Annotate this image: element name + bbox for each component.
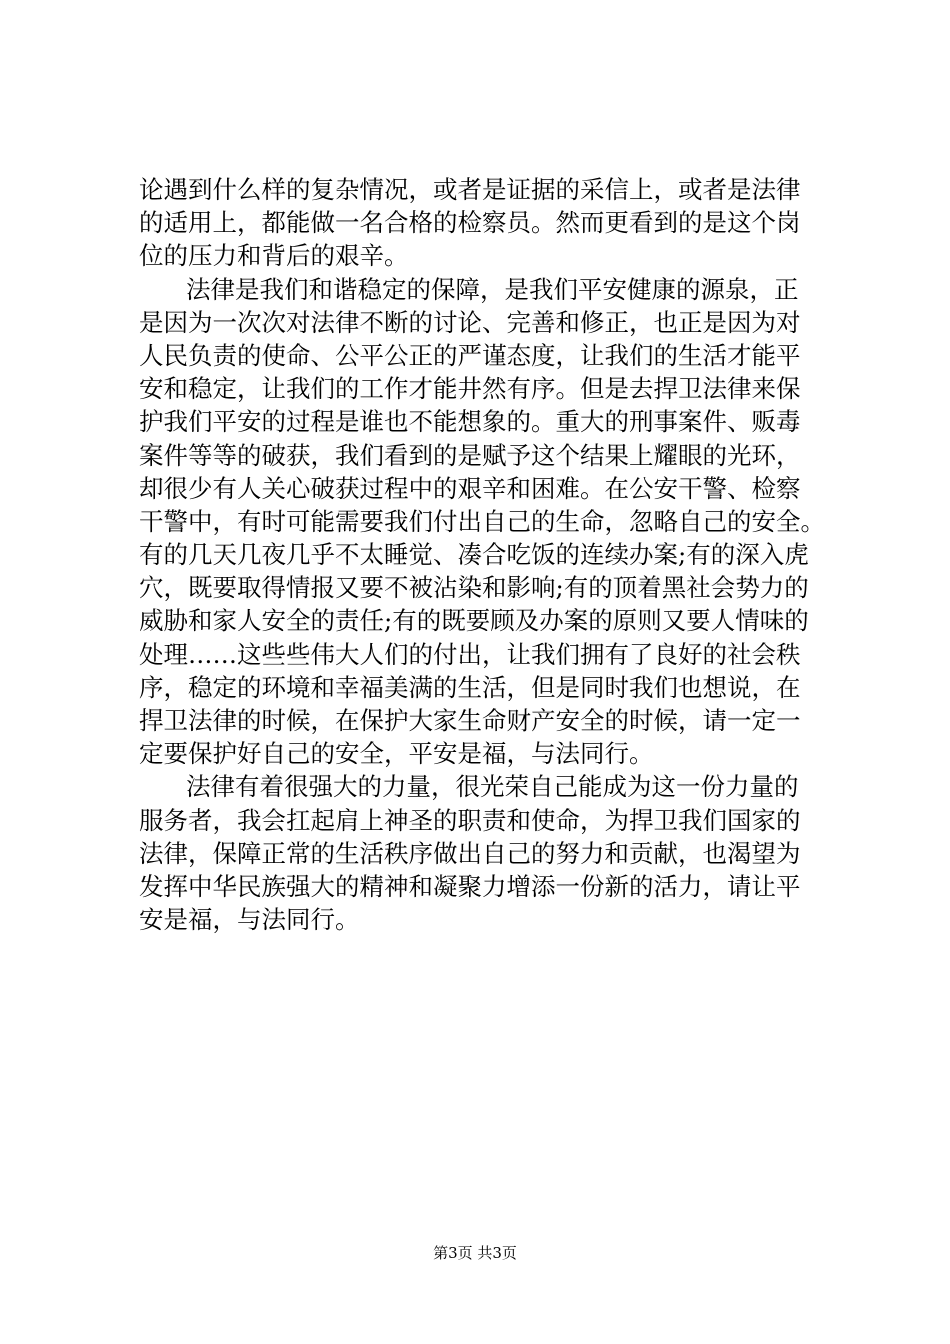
text-line: 位的压力和背后的艰辛。 <box>139 241 409 271</box>
page-number: 第3页 共3页 <box>433 1244 517 1262</box>
text-line: 人民负责的使命、公平公正的严谨态度，让我们的生活才能平 <box>139 340 801 370</box>
text-line: 却很少有人关心破获过程中的艰辛和困难。在公安干警、检察 <box>139 473 801 503</box>
text-line: 威胁和家人安全的责任;有的既要顾及办案的原则又要人情味的 <box>139 606 809 636</box>
text-line: 有的几天几夜几乎不太睡觉、凑合吃饭的连续办案;有的深入虎 <box>139 540 809 570</box>
text-line: 安是福，与法同行。 <box>139 905 360 935</box>
paragraph-3 <box>139 770 839 936</box>
text-line: 论遇到什么样的复杂情况，或者是证据的采信上，或者是法律 <box>139 175 801 204</box>
text-line: 法律，保障正常的生活秩序做出自己的努力和贡献，也渴望为 <box>139 838 801 868</box>
text-line: 定要保护好自己的安全，平安是福，与法同行。 <box>139 739 654 769</box>
text-line: 发挥中华民族强大的精神和凝聚力增添一份新的活力，请让平 <box>139 871 801 901</box>
text-line: 是因为一次次对法律不断的讨论、完善和修正，也正是因为对 <box>139 307 801 337</box>
page-footer <box>0 1243 950 1263</box>
paragraph-1 <box>139 173 839 273</box>
paragraph-2 <box>139 273 839 771</box>
text-line: 捍卫法律的时候，在保护大家生命财产安全的时候，请一定一 <box>139 706 801 735</box>
text-line: 护我们平安的过程是谁也不能想象的。重大的刑事案件、贩毒 <box>139 407 801 437</box>
text-line: 服务者，我会扛起肩上神圣的职责和使命，为捍卫我们国家的 <box>139 805 801 835</box>
document-body <box>139 173 839 936</box>
text-line: 序，稳定的环境和幸福美满的生活，但是同时我们也想说，在 <box>139 672 801 702</box>
text-line: 处理……这些些伟大人们的付出，让我们拥有了良好的社会秩 <box>139 639 801 669</box>
text-line: 安和稳定，让我们的工作才能井然有序。但是去捍卫法律来保 <box>139 374 801 404</box>
text-line: 穴，既要取得情报又要不被沾染和影响;有的顶着黑社会势力的 <box>139 573 809 603</box>
text-line: 干警中，有时可能需要我们付出自己的生命，忽略自己的安全。 <box>139 506 825 536</box>
text-line: 案件等等的破获，我们看到的是赋予这个结果上耀眼的光环， <box>139 440 801 470</box>
text-line: 的适用上，都能做一名合格的检察员。然而更看到的是这个岗 <box>139 208 801 238</box>
text-line: 法律有着很强大的力量，很光荣自己能成为这一份力量的 <box>186 772 799 802</box>
text-line: 法律是我们和谐稳定的保障，是我们平安健康的源泉，正 <box>186 274 799 304</box>
